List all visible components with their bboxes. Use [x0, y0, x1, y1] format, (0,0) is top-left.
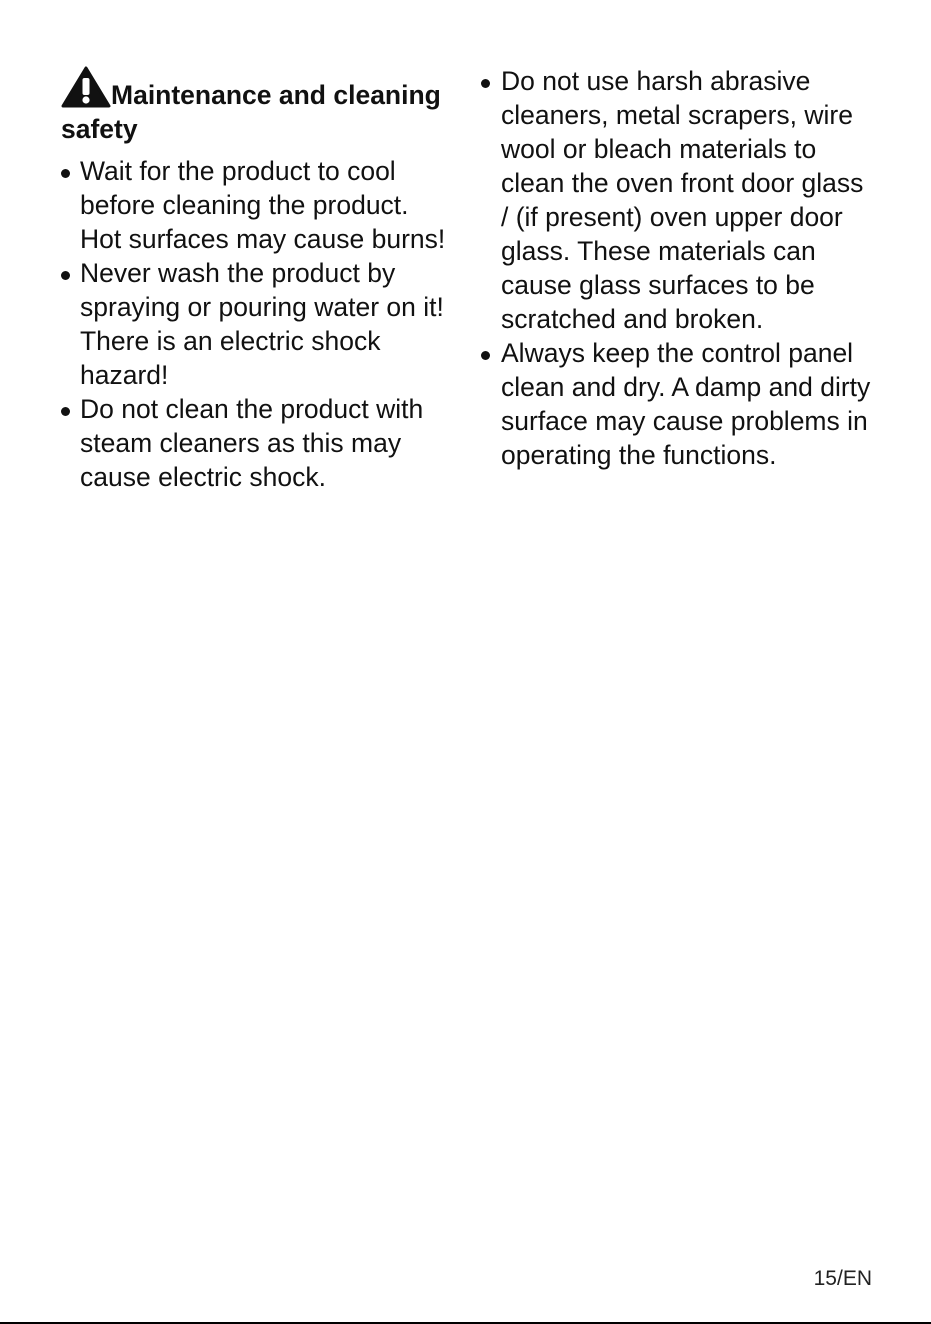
- bullet-dot: [61, 271, 70, 280]
- section-title: Maintenance and cleaning safety: [61, 80, 441, 144]
- list-item: [61, 256, 453, 392]
- bullet-dot: [61, 169, 70, 178]
- list-item: [481, 64, 873, 336]
- list-item-text: Do not use harsh abrasive cleaners, metal scrapers, wire wool or bleach materials to clean the oven front door glass / (if present) oven upper door glass. These materials can cause glass surfaces to be scratched and broken.: [501, 66, 864, 334]
- list-item-text: Never wash the product by spraying or pouring water on it! There is an electric shock hazard!: [80, 258, 444, 390]
- bullet-dot: [481, 351, 490, 360]
- list-item-text: Do not clean the product with steam cleaners as this may cause electric shock.: [80, 394, 424, 492]
- bullet-dot: [61, 407, 70, 416]
- bullet-dot: [481, 79, 490, 88]
- right-bullet-list: [481, 64, 873, 472]
- left-bullet-list: [61, 154, 453, 494]
- list-item: [61, 154, 453, 256]
- list-item-text: Always keep the control panel clean and dry. A damp and dirty surface may cause problems in operating the functions.: [501, 338, 871, 470]
- list-item: [481, 336, 873, 472]
- list-item-text: Wait for the product to cool before cleaning the product. Hot surfaces may cause burns!: [80, 156, 446, 254]
- list-item: [61, 392, 453, 494]
- page-number: 15/EN: [813, 1267, 872, 1290]
- section-heading: [61, 66, 453, 146]
- warning-triangle-icon: [61, 66, 111, 108]
